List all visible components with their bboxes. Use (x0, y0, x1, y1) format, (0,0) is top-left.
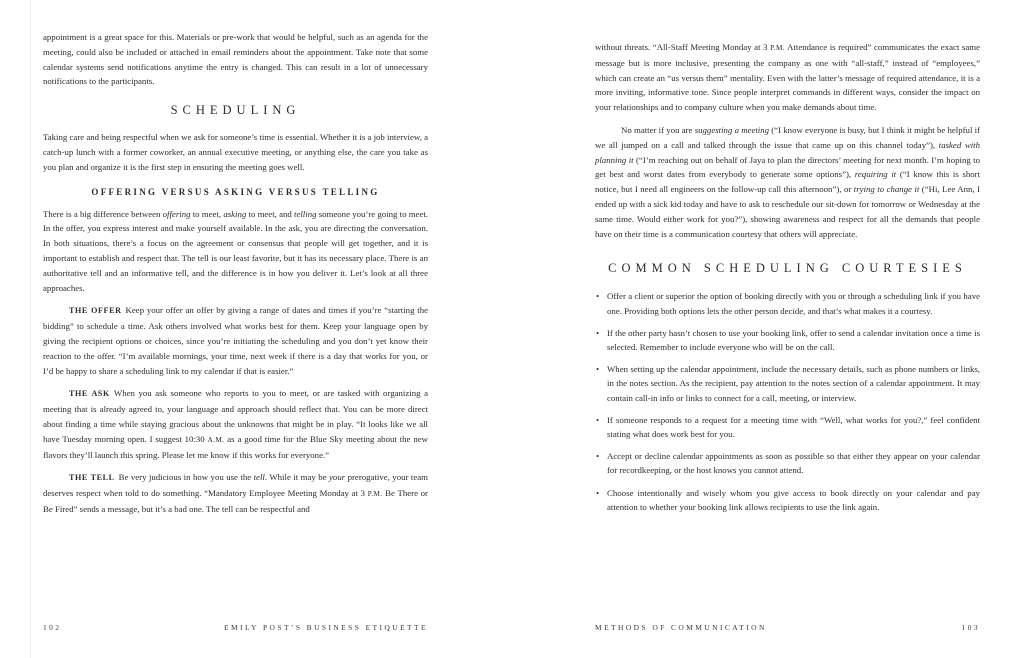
run-in-label-the-offer: THE OFFER (69, 306, 122, 316)
run-in-label-the-tell: THE TELL (69, 473, 115, 483)
right-page-content (595, 40, 980, 605)
running-footer-chapter-title: METHODS OF COMMUNICATION (595, 623, 767, 632)
bullet-item-booking-access: • Choose intentionally and wisely whom you give access to book directly on your calendar and pay attention to whether your booking link allows recipients to use the link again. (595, 486, 980, 514)
the-ask-text: When you ask someone who reports to you to meet, or are tasked with organizing a meeting that is already agreed to, your language and approach should reflect that. You can be more direct about finding a time while staying gracious about the unknowns that might be in play. “It looks like we all have Tuesday morning open. I suggest 10:30 A.M. as a good time for the Blue Sky meeting about the new flavors they’ll launch this spring. Please let me know if this works for everyone.” (43, 388, 428, 460)
the-offer-text: Keep your offer an offer by giving a range of dates and times if you’re “starting the bidding” to schedule a time. Ask others involved what works best for them. Keep your language open by giving the recipient options or choices, since you’re initiating the scheduling and you don’t yet know their reaction to the offer. “I’m available mornings, your time, next week if there is a day that works for you, or I’d be happy to share a scheduling link to my calendar if that is easier.” (43, 305, 428, 376)
paragraph-appointment-continuation: appointment is a great space for this. Materials or pre-work that would be helpful, such as an agenda for the meeting, could also be included or attached in email reminders about the appointment. Take note that some calendar systems send notifications anytime the entry is changed. This can result in a lot of unnecessary notifications to the participants. (43, 32, 428, 87)
bullet-item-calendar-invitation: • If the other party hasn’t chosen to use your booking link, offer to send a calendar invitation once a time is selected. Remember to include everyone who will be on the call. (595, 326, 980, 354)
page-number-left: 102 (43, 623, 62, 632)
bullet-item-what-works-for-you: • If someone responds to a request for a meeting time with “Well, what works for you?,” feel confident stating what does work best for you. (595, 413, 980, 441)
run-in-label-the-ask: THE ASK (69, 389, 110, 399)
paragraph-the-ask (43, 386, 428, 462)
right-page-footer (595, 623, 980, 632)
paragraph-scheduling-intro: Taking care and being respectful when we ask for someone’s time is essential. Whether it is a job interview, a catch-up lunch with a former coworker, an annual executive meeting, or anything else, the care you take as you plan and organize it is the first step in ensuring the meeting goes well. (43, 132, 428, 172)
paragraph-no-matter: No matter if you are suggesting a meeting (“I know everyone is busy, but I think it might be helpful if we all jumped on a call and talked through the issue that came up on this channel today”), tasked with planning it (“I’m reaching out on behalf of Jaya to plan the directors’ meeting for next month. I’m hoping to get best and worst dates from everybody to generate some options”), requiring it (“I know this is short notice, but I need all engineers on the follow-up call this afternoon”), or trying to change it (“Hi, Lee Ann, I ended up with a sick kid today and have to ask to reschedule our sit-down for tomorrow or Wednesday at the same time. Would either work for you?”), showing awareness and respect for all the demands that people have on their time is a communication courtesy that others will appreciate. (595, 124, 980, 239)
right-page (512, 0, 1024, 658)
paragraph-the-offer (43, 303, 428, 378)
running-footer-book-title: EMILY POST’S BUSINESS ETIQUETTE (224, 623, 428, 632)
common-scheduling-courtesies-heading: COMMON SCHEDULING COURTESIES (608, 261, 967, 276)
the-tell-text: Be very judicious in how you use the tell. While it may be your prerogative, your team deserves respect when told to do something. “Mandatory Employee Meeting Monday at 3 P.M. Be There or Be Fired” sends a message, but it’s a bad one. The tell can be respectful and (43, 472, 428, 514)
paragraph-the-tell (43, 470, 428, 516)
bullet-item-accept-or-decline: • Accept or decline calendar appointments as soon as possible so that either they appear on your calendar for recordkeeping, or the host knows you cannot attend. (595, 449, 980, 477)
left-page-content (43, 30, 428, 605)
paragraph-offer-ask-tell-difference: There is a big difference between offering to meet, asking to meet, and telling someone you’re going to meet. In the offer, you express interest and make yourself available. In the ask, you are directing the conversation. In both situations, there’s a focus on the agreement or consensus that people will get together, and it is important to establish and respect that. The tell is our least favorite, but it has its necessary place. There is an authoritative tell and an informative tell, and the difference is in how you deliver it. Let’s look at all three approaches. (43, 208, 428, 293)
bullet-item-booking-options: • Offer a client or superior the option of booking directly with you or through a scheduling link if you have one. Providing both options lets the other person decide, and that’s what makes it a courtesy. (595, 289, 980, 317)
paragraph-without-threats: without threats. “All-Staff Meeting Monday at 3 P.M. Attendance is required” communicates the exact same message but is more inclusive, presenting the company as one with “all-staff,” instead of “employees,” which can create an “us versus them” mentality. Even with the latter’s message of required attendance, it is a more inviting, informative tone. Since people interpret commands in different ways, consider the impact on your relationships and to company culture when you make demands about time. (595, 42, 980, 113)
scheduling-heading: SCHEDULING (170, 103, 301, 118)
bullet-item-appointment-details: • When setting up the calendar appointment, include the necessary details, such as phone numbers or links, in the notes section. As the recipient, pay attention to the notes section of a calendar appointment. It may contain call-in info or links to connect for a call, meeting, or interview. (595, 362, 980, 405)
left-page-footer (43, 623, 428, 632)
page-number-right: 103 (961, 623, 980, 632)
offering-asking-telling-heading: OFFERING VERSUS ASKING VERSUS TELLING (91, 186, 380, 197)
courtesies-bullet-list (595, 289, 980, 514)
